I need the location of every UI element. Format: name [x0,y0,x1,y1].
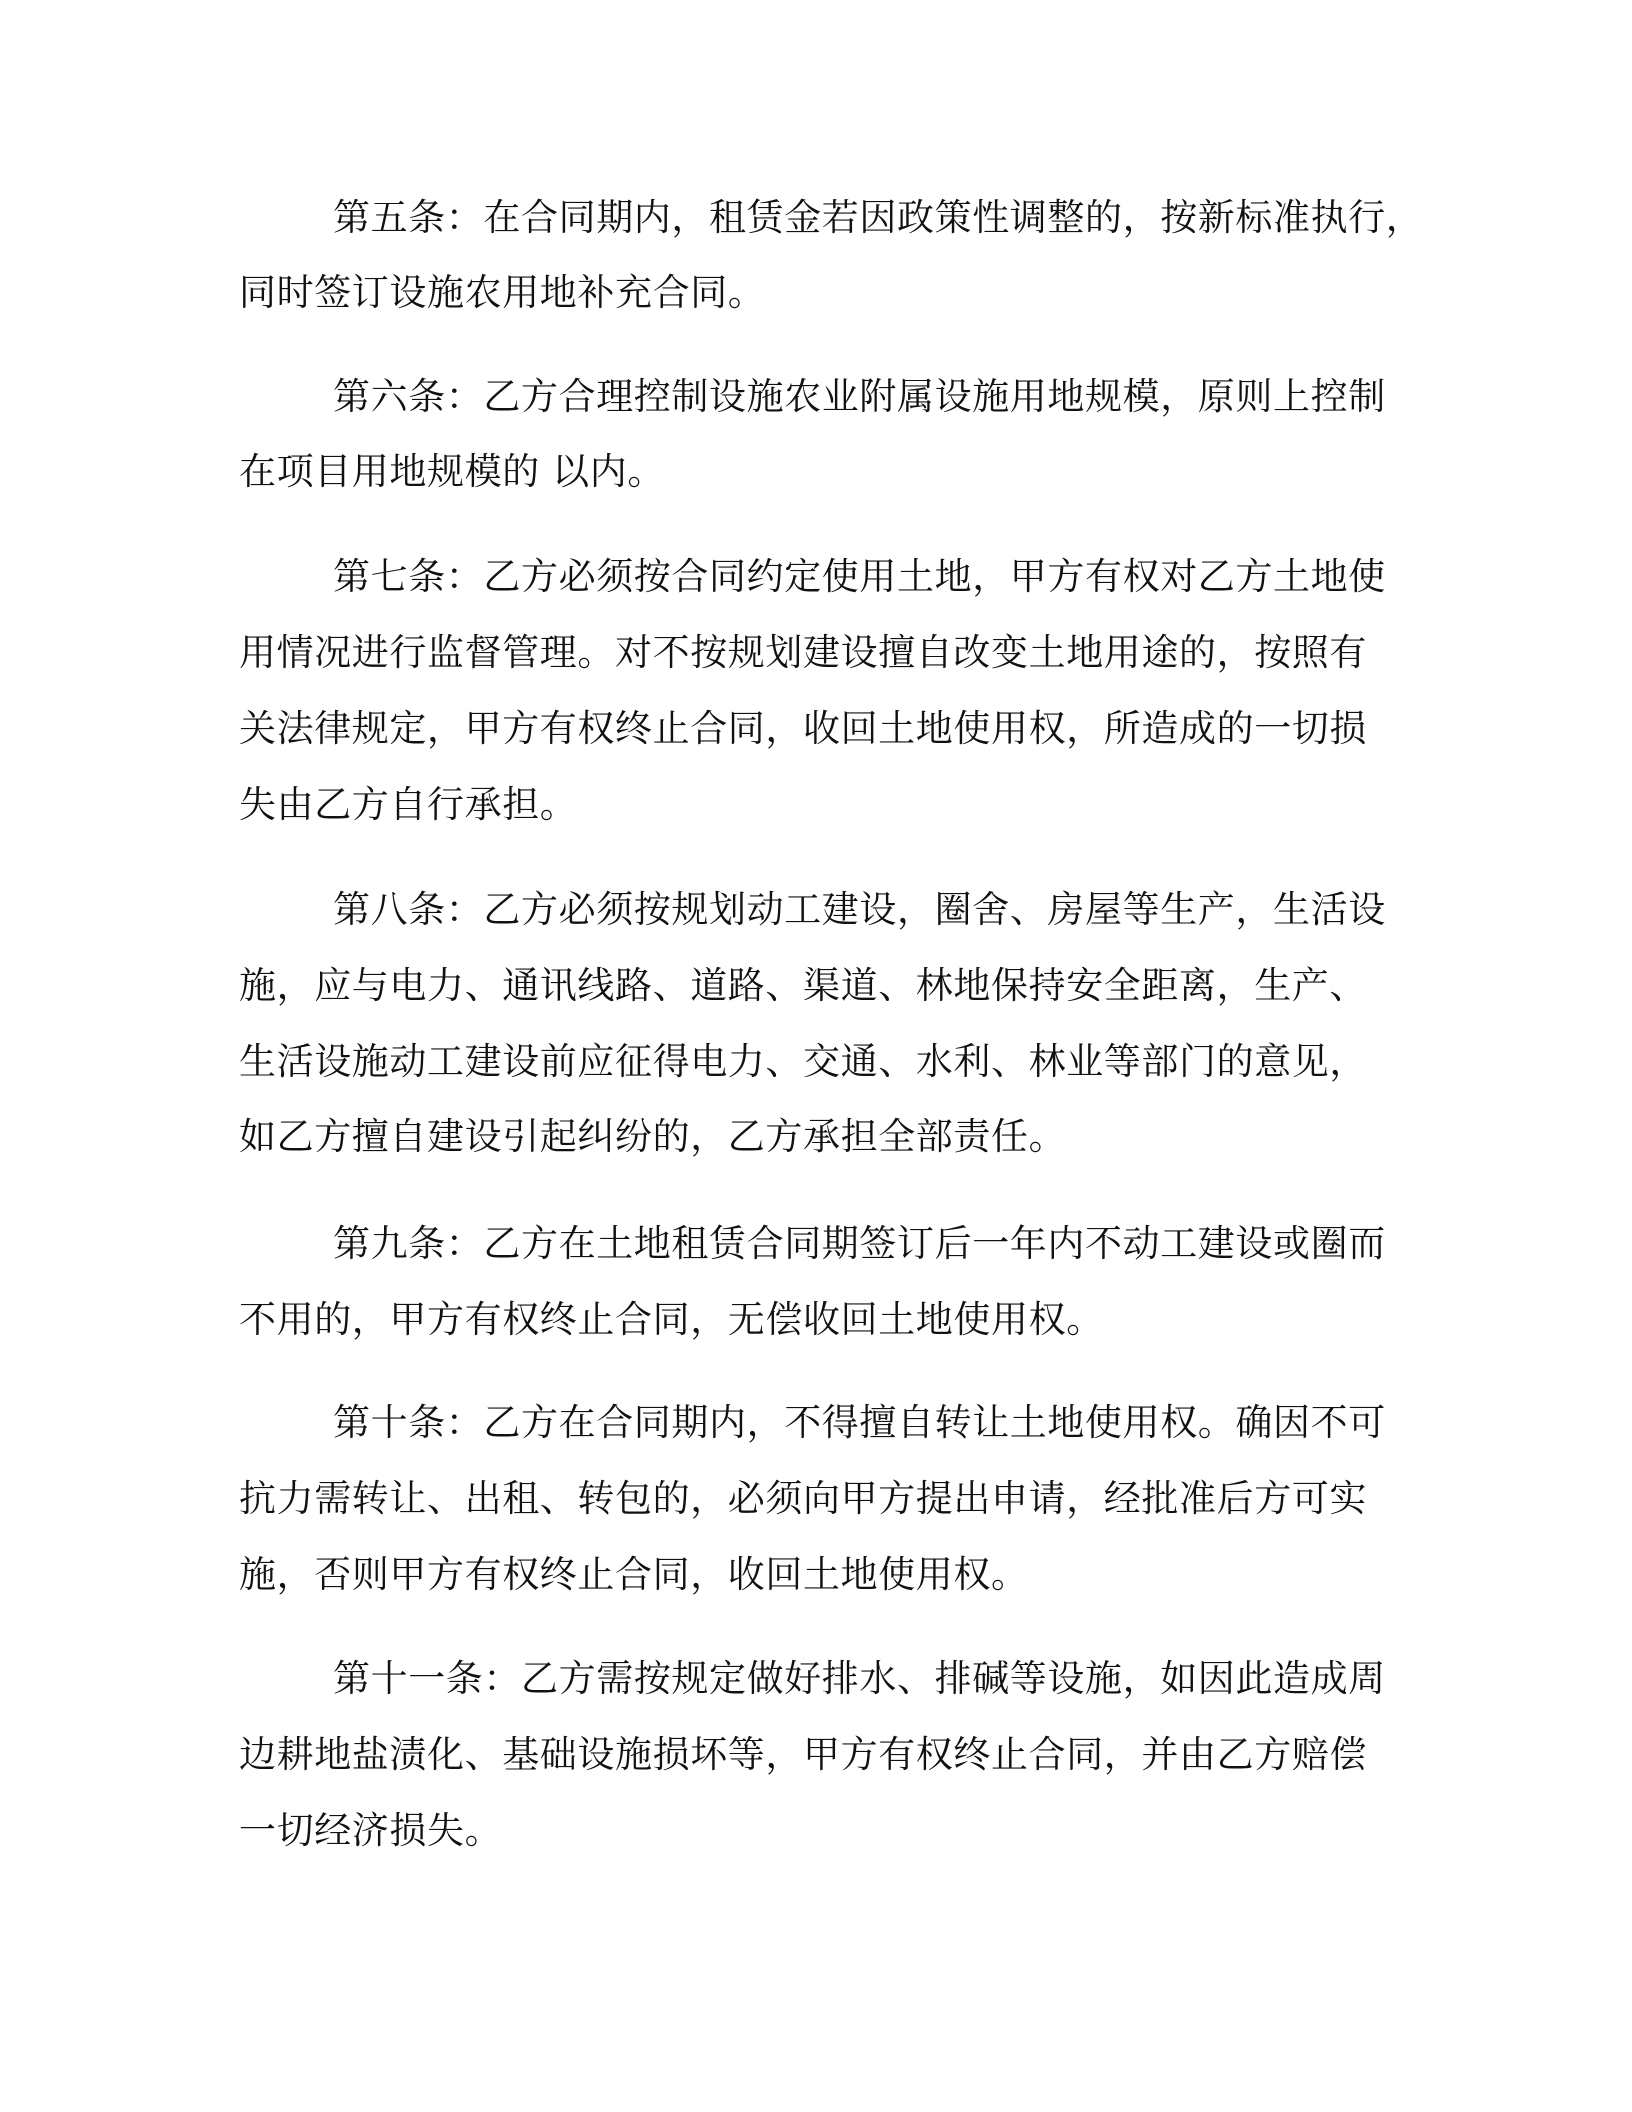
article-line: 失由乙方自行承担。 [239,783,578,826]
article-line: 第九条：乙方在土地租赁合同期签订后一年内不动工建设或圈而 [333,1222,1386,1265]
article-line: 第十一条：乙方需按规定做好排水、排碱等设施，如因此造成周 [333,1657,1386,1700]
article-line: 第八条：乙方必须按规划动工建设，圈舍、房屋等生产，生活设 [333,888,1386,931]
article-line: 施，应与电力、通讯线路、道路、渠道、林地保持安全距离，生产、 [239,964,1367,1007]
article-line: 生活设施动工建设前应征得电力、交通、水利、林业等部门的意见， [239,1040,1367,1083]
article-line: 同时签订设施农用地补充合同。 [239,271,766,314]
article-line: 在项目用地规模的 以内。 [239,450,665,493]
article-line: 第六条：乙方合理控制设施农业附属设施用地规模，原则上控制 [333,375,1386,418]
article-line: 边耕地盐渍化、基础设施损坏等，甲方有权终止合同，并由乙方赔偿 [239,1733,1367,1776]
article-line: 不用的，甲方有权终止合同，无偿收回土地使用权。 [239,1298,1104,1341]
article-line: 抗力需转让、出租、转包的，必须向甲方提出申请，经批准后方可实 [239,1477,1367,1520]
article-line: 施，否则甲方有权终止合同，收回土地使用权。 [239,1553,1029,1596]
article-line: 关法律规定，甲方有权终止合同，收回土地使用权，所造成的一切损 [239,707,1367,750]
article-line: 第五条：在合同期内，租赁金若因政策性调整的，按新标准执行， [333,196,1424,239]
article-line: 第七条：乙方必须按合同约定使用土地，甲方有权对乙方土地使 [333,555,1386,598]
article-line: 一切经济损失。 [239,1809,503,1852]
article-line: 第十条：乙方在合同期内，不得擅自转让土地使用权。确因不可 [333,1401,1386,1444]
article-line: 用情况进行监督管理。对不按规划建设擅自改变土地用途的，按照有 [239,631,1367,674]
article-line: 如乙方擅自建设引起纠纷的，乙方承担全部责任。 [239,1115,1067,1158]
